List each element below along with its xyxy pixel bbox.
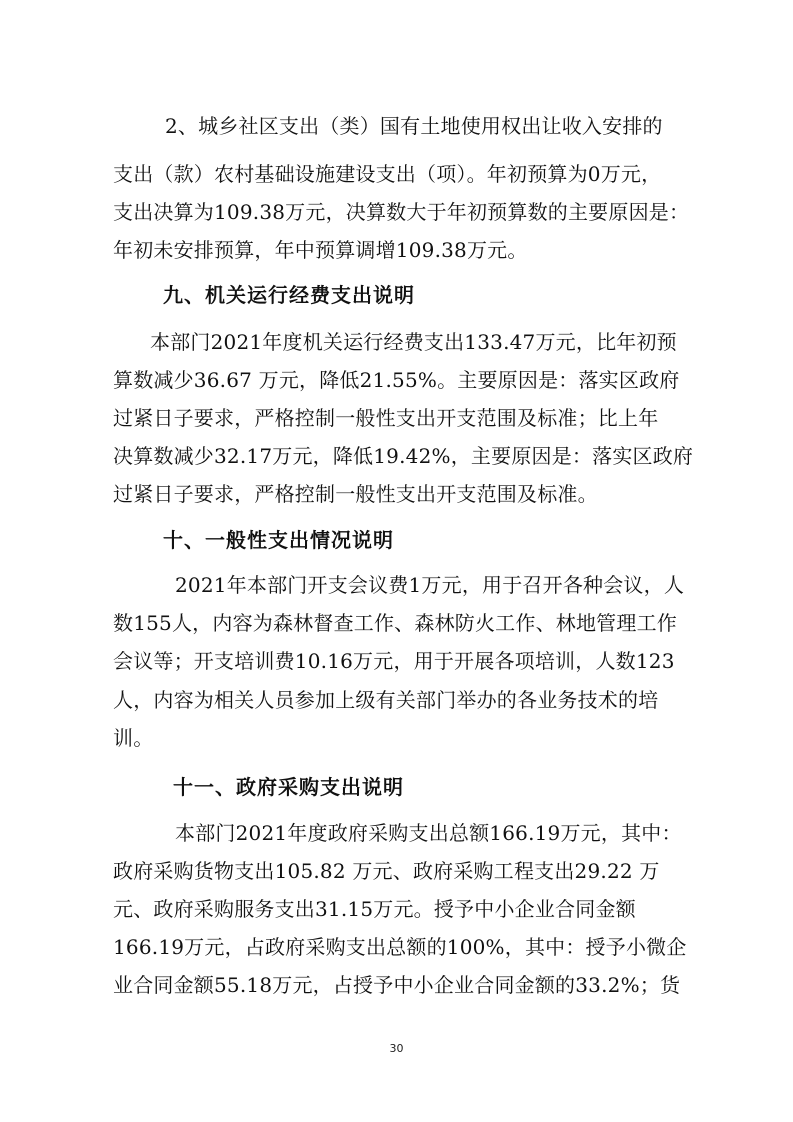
paragraph-line: 业合同金额55.18万元，占授予中小企业合同金额的33.2%；货 (113, 973, 681, 997)
paragraph-line: 会议等；开支培训费10.16万元，用于开展各项培训，人数123 (113, 649, 675, 673)
paragraph-line: 过紧日子要求，严格控制一般性支出开支范围及标准。 (113, 482, 598, 506)
page-number: 30 (389, 1042, 404, 1055)
paragraph-line: 2、城乡社区支出（类）国有土地使用权出让收入安排的 (165, 114, 663, 138)
paragraph-line: 元、政府采购服务支出31.15万元。授予中小企业合同金额 (113, 897, 636, 921)
paragraph-line: 166.19万元，占政府采购支出总额的100%，其中：授予小微企 (113, 935, 687, 959)
paragraph-line: 支出（款）农村基础设施建设支出（项）。年初预算为0万元， (113, 162, 662, 186)
section-heading-11: 十一、政府采购支出说明 (173, 775, 404, 799)
section-heading-9: 九、机关运行经费支出说明 (163, 283, 415, 307)
paragraph-line: 本部门2021年度机关运行经费支出133.47万元，比年初预 (150, 330, 677, 354)
paragraph-line: 政府采购货物支出105.82 万元、政府采购工程支出29.22 万 (113, 859, 660, 883)
paragraph-line: 本部门2021年度政府采购支出总额166.19万元，其中： (175, 821, 682, 845)
paragraph-line: 支出决算为109.38万元，决算数大于年初预算数的主要原因是： (113, 200, 690, 224)
paragraph-line: 决算数减少32.17万元，降低19.42%，主要原因是：落实区政府 (113, 444, 694, 468)
paragraph-line: 训。 (113, 726, 154, 750)
paragraph-line: 算数减少36.67 万元，降低21.55%。主要原因是：落实区政府 (113, 368, 680, 392)
paragraph-line: 数155人，内容为森林督查工作、森林防火工作、林地管理工作 (113, 611, 677, 635)
paragraph-line: 人，内容为相关人员参加上级有关部门举办的各业务技术的培 (113, 688, 659, 712)
paragraph-line: 过紧日子要求，严格控制一般性支出开支范围及标准；比上年 (113, 406, 659, 430)
paragraph-line: 年初未安排预算，年中预算调增109.38万元。 (113, 238, 528, 262)
section-heading-10: 十、一般性支出情况说明 (163, 528, 394, 552)
paragraph-line: 2021年本部门开支会议费1万元，用于召开各种会议，人 (175, 573, 685, 597)
